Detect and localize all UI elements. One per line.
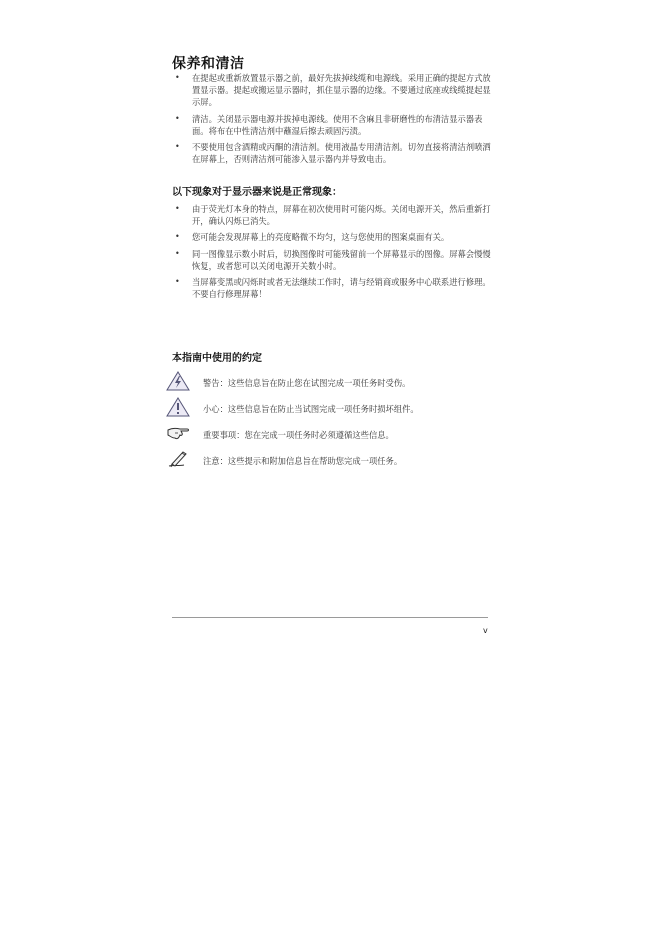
convention-note [166, 449, 496, 475]
normal-phenomena-list [172, 203, 494, 304]
convention-warning [166, 371, 496, 397]
list-item-text: 清洁。关闭显示器电源并拔掉电源线。使用不含麻且非研磨性的布清洁显示器表面。将布在中性清洁剂中蘸湿后擦去顽固污渍。 [192, 113, 483, 136]
pen-note-icon [166, 449, 190, 469]
list-item-text: 同一图像显示数小时后，切换图像时可能残留前一个屏幕显示的图像。屏幕会慢慢恢复，或者您可以关闭电源开关数小时。 [192, 248, 491, 271]
convention-text: 小心：这些信息旨在防止当试图完成一项任务时损坏组件。 [203, 404, 419, 414]
list-item [172, 276, 494, 300]
list-item [172, 203, 494, 227]
bullet-icon: • [175, 277, 180, 287]
list-item-text: 您可能会发现屏幕上的亮度略微不均匀，这与您使用的图案桌面有关。 [192, 232, 450, 243]
bullet-icon: • [175, 73, 180, 82]
list-item-text: 由于荧光灯本身的特点，屏幕在初次使用时可能闪烁。关闭电源开关，然后重新打开，确认闪烁已消失。 [192, 204, 491, 227]
list-item-text: 当屏幕变黑或闪烁时或者无法继续工作时，请与经销商或服务中心联系进行修理。不要自行修理屏幕！ [192, 277, 491, 300]
convention-text: 重要事项：您在完成一项任务时必须遵循这些信息。 [203, 430, 394, 440]
list-item-text: 在提起或重新放置显示器之前，最好先拔掉线缆和电源线。采用正确的提起方式放置显示器。提起或搬运显示器时，抓住显示器的边缘。不要通过底座或线缆提起显示屏。 [192, 73, 491, 108]
care-cleaning-list [172, 72, 494, 169]
bullet-icon: • [175, 232, 180, 242]
list-item [172, 113, 494, 137]
footer-divider [172, 617, 488, 618]
pointing-hand-icon [166, 423, 190, 443]
convention-text: 警告：这些信息旨在防止您在试图完成一项任务时受伤。 [203, 378, 411, 388]
bullet-icon: • [175, 204, 180, 213]
list-item [172, 248, 494, 272]
convention-text: 注意：这些提示和附加信息旨在帮助您完成一项任务。 [203, 456, 403, 466]
bullet-icon: • [175, 248, 180, 258]
lightning-warning-icon [166, 371, 190, 391]
list-item [172, 141, 494, 165]
list-item-text: 不要使用包含酒精或丙酮的清洁剂。使用液晶专用清洁剂。切勿直接将清洁剂喷洒在屏幕上，否则清洁剂可能渗入显示器内并导致电击。 [192, 142, 491, 165]
section-title-normal-phenomena: 以下现象对于显示器来说是正常现象： [172, 187, 342, 198]
bullet-icon: • [175, 142, 180, 152]
list-item [172, 72, 494, 109]
exclamation-caution-icon [166, 397, 190, 417]
convention-caution [166, 397, 496, 423]
list-item [172, 231, 494, 243]
convention-important [166, 423, 496, 449]
bullet-icon: • [175, 113, 180, 123]
section-title-conventions: 本指南中使用的约定 [172, 353, 262, 364]
conventions-list [166, 371, 496, 475]
section-title-care-cleaning: 保养和清洁 [172, 56, 245, 72]
page-number: v [483, 626, 488, 635]
